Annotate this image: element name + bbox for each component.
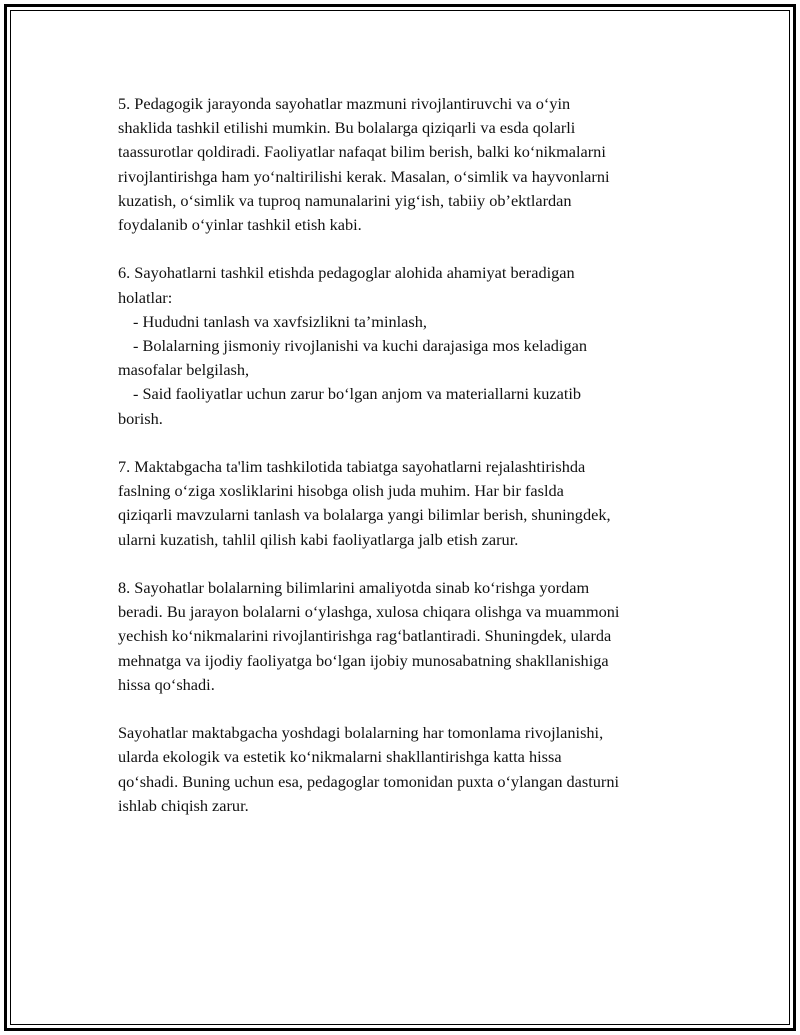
list-item: - Hududni tanlash va xavfsizlikni ta’minlash,: [133, 311, 427, 331]
paragraph-8: [118, 576, 698, 697]
paragraph-5: [118, 92, 698, 237]
text-line: foydalanib o‘yinlar tashkil etish kabi.: [118, 215, 362, 235]
text-line: masofalar belgilash,: [118, 360, 250, 380]
text-line: mehnatga va ijodiy faoliyatga bo‘lgan ijobiy munosabatning shakllanishiga: [118, 650, 609, 670]
text-line: 6. Sayohatlarni tashkil etishda pedagoglar alohida ahamiyat beradigan: [118, 263, 575, 283]
text-line: beradi. Bu jarayon bolalarni o‘ylashga, xulosa chiqara olishga va muammoni: [118, 602, 620, 622]
list-item: - Said faoliyatlar uchun zarur bo‘lgan anjom va materiallarni kuzatib: [133, 384, 582, 404]
text-line: taassurotlar qoldiradi. Faoliyatlar nafaqat bilim berish, balki ko‘nikmalarni: [118, 142, 606, 162]
text-line: rivojlantirishga ham yo‘naltirilishi kerak. Masalan, o‘simlik va hayvonlarni: [118, 166, 610, 186]
text-line: ularda ekologik va estetik ko‘nikmalarni shakllantirishga katta hissa: [118, 747, 562, 767]
document-body: [118, 92, 698, 842]
text-line: kuzatish, o‘simlik va tuproq namunalarini yig‘ish, tabiiy ob’ektlardan: [118, 190, 572, 210]
text-line: yechish ko‘nikmalarini rivojlantirishga rag‘batlantiradi. Shuningdek, ularda: [118, 626, 612, 646]
text-line: ularni kuzatish, tahlil qilish kabi faoliyatlarga jalb etish zarur.: [118, 529, 519, 549]
paragraph-7: [118, 455, 698, 552]
list-item: - Bolalarning jismoniy rivojlanishi va kuchi darajasiga mos keladigan: [133, 336, 587, 356]
text-line: 5. Pedagogik jarayonda sayohatlar mazmuni rivojlantiruvchi va o‘yin: [118, 94, 571, 113]
text-line: 7. Maktabgacha ta'lim tashkilotida tabiatga sayohatlarni rejalashtirishda: [118, 457, 586, 477]
text-line: ishlab chiqish zarur.: [118, 795, 249, 815]
text-line: holatlar:: [118, 287, 173, 307]
text-line: hissa qo‘shadi.: [118, 674, 215, 694]
text-line: qiziqarli mavzularni tanlash va bolalarga yangi bilimlar berish, shuningdek,: [118, 505, 611, 525]
text-line: borish.: [118, 408, 163, 428]
text-line: faslning o‘ziga xosliklarini hisobga olish juda muhim. Har bir faslda: [118, 481, 564, 501]
text-line: Sayohatlar maktabgacha yoshdagi bolalarning har tomonlama rivojlanishi,: [118, 723, 604, 743]
text-line: shaklida tashkil etilishi mumkin. Bu bolalarga qiziqarli va esda qolarli: [118, 118, 576, 138]
paragraph-6: [118, 261, 698, 430]
text-line: 8. Sayohatlar bolalarning bilimlarini amaliyotda sinab ko‘rishga yordam: [118, 578, 590, 598]
text-line: qo‘shadi. Buning uchun esa, pedagoglar tomonidan puxta o‘ylangan dasturni: [118, 771, 619, 791]
paragraph-conclusion: [118, 721, 698, 818]
